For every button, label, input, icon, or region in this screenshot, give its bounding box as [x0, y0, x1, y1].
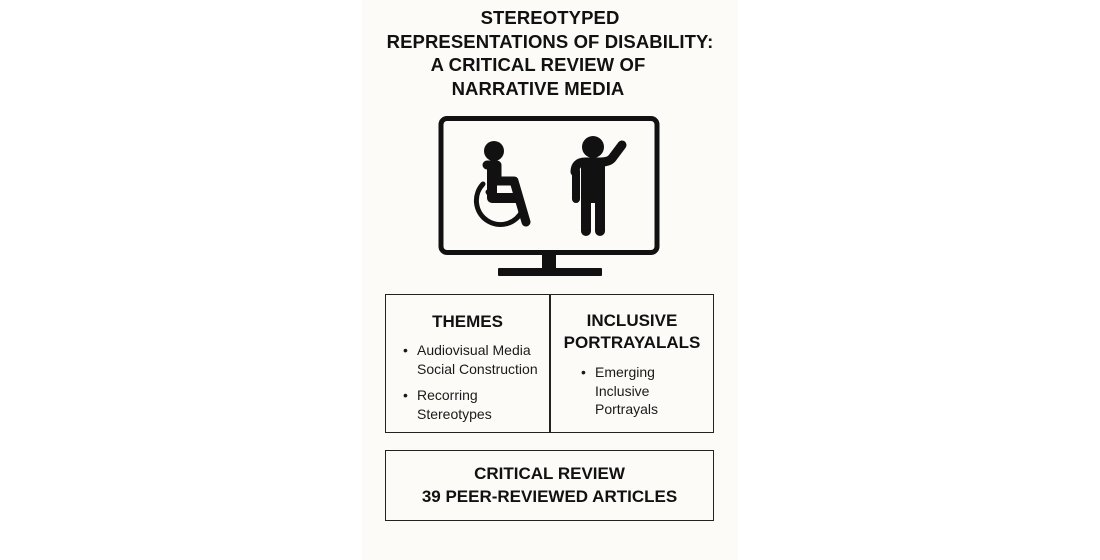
title-line-2: REPRESENTATIONS OF DISABILITY: — [386, 30, 714, 52]
inclusive-column — [551, 295, 713, 419]
inclusive-list — [551, 363, 713, 419]
list-item-text: Emerging Inclusive Portrayals — [595, 364, 659, 417]
list-item-text: Recorring Stereotypes — [417, 387, 492, 422]
person-waving-icon — [575, 136, 622, 231]
themes-column — [386, 295, 549, 423]
bullet-icon: • — [403, 342, 408, 358]
title-line-3: A CRITICAL REVIEW OF — [430, 54, 646, 75]
list-item — [403, 386, 549, 423]
inclusive-heading-line-1: INCLUSIVE — [586, 311, 678, 330]
critical-review-text — [386, 462, 713, 508]
wheelchair-user-icon — [476, 141, 526, 225]
bullet-icon: • — [581, 364, 586, 380]
list-item — [581, 363, 713, 419]
title-line-4: NARRATIVE MEDIA — [451, 77, 625, 99]
inclusive-heading — [551, 310, 713, 354]
bullet-icon: • — [403, 387, 408, 403]
themes-panel — [385, 294, 714, 433]
list-item-text: Audiovisual Media Social Construction — [417, 342, 538, 377]
inclusive-heading-line-2: PORTRAYALALS — [563, 333, 701, 352]
media-illustration — [436, 114, 664, 280]
poster-title — [362, 6, 738, 100]
review-line-2: 39 PEER-REVIEWED ARTICLES — [421, 487, 678, 506]
themes-heading: THEMES — [432, 312, 503, 331]
critical-review-panel — [385, 450, 714, 521]
review-line-1: CRITICAL REVIEW — [474, 464, 625, 483]
themes-list — [386, 341, 549, 423]
title-line-1: STEREOTYPED — [480, 7, 620, 28]
list-item — [403, 341, 549, 378]
